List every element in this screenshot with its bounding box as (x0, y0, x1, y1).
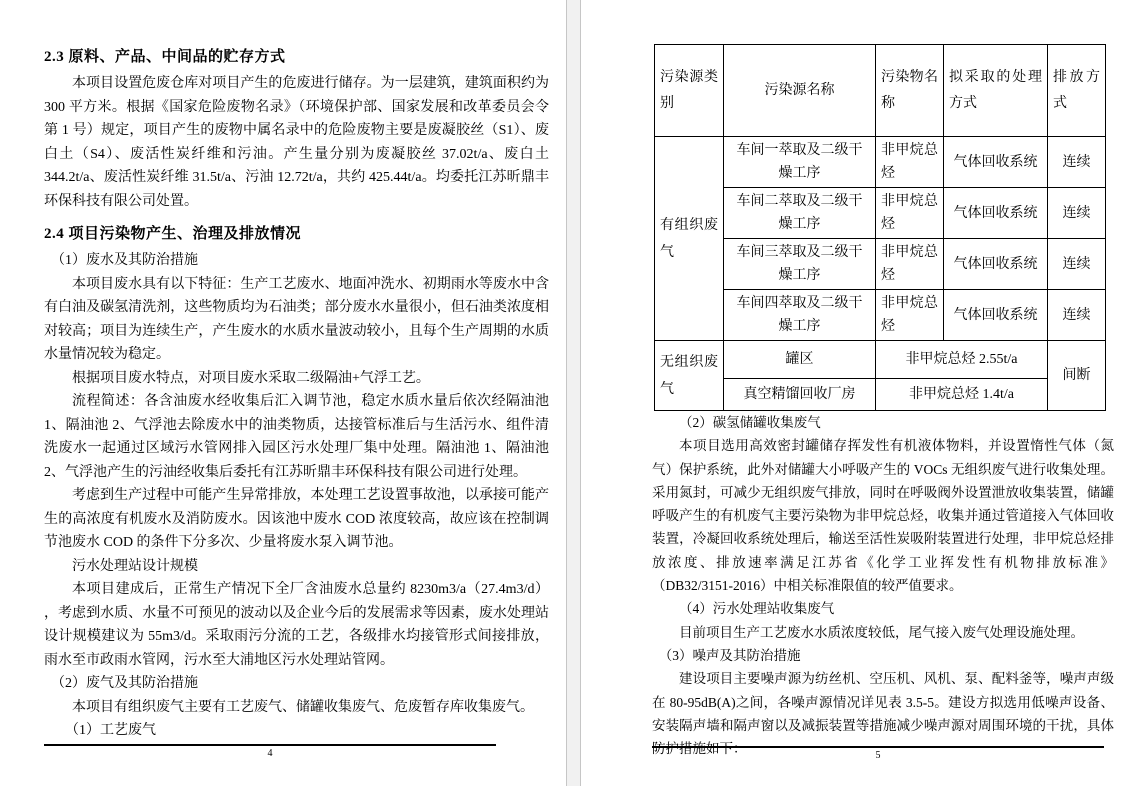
item-noise-measures: （3）噪声及其防治措施 (658, 647, 801, 663)
cell-source: 真空精馏回收厂房 (724, 379, 876, 411)
header-treatment-method: 拟采取的处理方式 (944, 45, 1048, 137)
cell-mode: 连续 (1048, 137, 1106, 188)
cell-source: 车间四萃取及二级干燥工序 (724, 290, 876, 341)
table-row (655, 341, 1106, 379)
cell-treatment: 气体回收系统 (944, 188, 1048, 239)
cell-organized-category: 有组织废气 (655, 137, 724, 341)
item-tank-gas: （2）碳氢储罐收集废气 (679, 415, 821, 430)
paragraph-sewage-station-gas: 目前项目生产工艺废水水质浓度较低，尾气接入废气处理设施处理。 (679, 624, 1084, 640)
line-station-scale-title: 污水处理站设计规模 (72, 558, 198, 574)
paragraph-organized-waste-gas: 本项目有组织废气主要有工艺废气、储罐收集废气、危废暂存库收集废气。 (72, 699, 534, 715)
page-number-right: 5 (875, 750, 881, 761)
cell-mode: 连续 (1048, 239, 1106, 290)
page-5 (581, 0, 1127, 786)
cell-unorganized-category: 无组织废气 (655, 341, 724, 411)
item-sewage-station-gas: （4）污水处理站收集废气 (679, 601, 835, 617)
cell-treatment: 气体回收系统 (944, 290, 1048, 341)
pollution-sources-table (654, 44, 1106, 411)
cell-pollutant-amount: 非甲烷总烃 2.55t/a (876, 341, 1048, 379)
header-source-name: 污染源名称 (724, 45, 876, 137)
cell-source: 车间一萃取及二级干燥工序 (724, 137, 876, 188)
paragraph-flow-description: 流程简述：各含油废水经收集后汇入调节池，稳定水质水量后依次经隔油池 1、隔油池 2、气浮池去除废水中的油类物质，达接管标准后与生活污水、组件清洗废水一起通过区域污水管网排入园区污水处理厂集中处理。隔油池 1、隔油池 2、气浮池产生的污油经收集后委托有江苏昕鼎丰环保科技有限公司进行处理。 (44, 394, 549, 480)
page-5-content (652, 44, 1114, 760)
header-emission-mode: 排放方式 (1048, 45, 1106, 137)
page-number-left: 4 (267, 748, 273, 759)
item-process-gas: （1）工艺废气 (65, 723, 156, 738)
cell-pollutant-amount: 非甲烷总烃 1.4t/a (876, 379, 1048, 411)
cell-source: 罐区 (724, 341, 876, 379)
cell-treatment: 气体回收系统 (944, 239, 1048, 290)
header-source-category: 污染源类别 (655, 45, 724, 137)
cell-pollutant: 非甲烷总烃 (876, 290, 944, 341)
cell-pollutant: 非甲烷总烃 (876, 239, 944, 290)
cell-pollutant: 非甲烷总烃 (876, 137, 944, 188)
item-waste-gas-measures: （2）废气及其防治措施 (51, 676, 198, 691)
header-pollutant-name: 污染物名称 (876, 45, 944, 137)
cell-source: 车间二萃取及二级干燥工序 (724, 188, 876, 239)
table-header-row (655, 45, 1106, 137)
section-heading-2-3: 2.3 原料、产品、中间品的贮存方式 (44, 49, 286, 65)
cell-source: 车间三萃取及二级干燥工序 (724, 239, 876, 290)
paragraph-accident-pool: 考虑到生产过程中可能产生异常排放，本处理工艺设置事故池，以承接可能产生的高浓度有机废水及消防废水。因该池中废水 COD 浓度较高，故应该在控制调节池废水 COD 的条件下分多次、少量将废水泵入调节池。 (44, 488, 549, 550)
item-wastewater-measures: （1）废水及其防治措施 (51, 253, 198, 268)
paragraph-wastewater-process: 根据项目废水特点，对项目废水采取二级隔油+气浮工艺。 (72, 370, 430, 386)
page-4-footer (44, 744, 496, 761)
cell-mode-intermittent: 间断 (1048, 341, 1106, 411)
section-heading-2-4: 2.4 项目污染物产生、治理及排放情况 (44, 226, 302, 242)
page-4-content (44, 46, 549, 743)
table-row (655, 137, 1106, 188)
paragraph-noise: 建设项目主要噪声源为纺丝机、空压机、风机、泵、配料釜等，噪声声级在 80-95dB(A)之间，各噪声源情况详见表 3.5-5。建设方拟选用低噪声设备、安装隔声墙和隔声窗以及减振装置等措施减少噪声源对周围环境的干扰，具体防护措施如下： (652, 671, 1114, 757)
paragraph-station-scale: 本项目建成后，正常生产情况下全厂含油废水总量约 8230m3/a（27.4m3/d） ，考虑到水质、水量不可预见的波动以及企业今后的发展需求等因素，废水处理站设计规模建议为 55m3/d。采取雨污分流的工艺，各级排水均接管形式间接排放，雨水至市政雨水管网，污水至大浦地区污水处理站管网。 (44, 582, 549, 668)
cell-mode: 连续 (1048, 290, 1106, 341)
page-gap-separator (566, 0, 581, 786)
paragraph-wastewater-features: 本项目废水具有以下特征：生产工艺废水、地面冲洗水、初期雨水等废水中含有白油及碳氢清洗剂，这些物质均为石油类；部分废水水量很小，但石油类浓度相对较高；项目为连续生产，产生废水的水质水量波动较小，且每个生产周期的水质水量情况较为稳定。 (44, 276, 549, 362)
cell-mode: 连续 (1048, 188, 1106, 239)
paragraph-tank-gas: 本项目选用高效密封罐储存挥发性有机液体物料，并设置惰性气体（氮气）保护系统，此外对储罐大小呼吸产生的 VOCs 无组织废气进行收集处理。采用氮封，可减少无组织废气排放，同时在呼吸阀外设置泄放收集装置，储罐呼吸产生的有机废气主要污染物为非甲烷总烃，收集并通过管道接入气体回收装置，冷凝回收系统处理后，输送至活性炭吸附装置进行处理，非甲烷总烃排放浓度、排放速率满足江苏省《化学工业挥发性有机物排放标准》（DB32/3151-2016）中相关标准限值的较严值要求。 (652, 438, 1114, 594)
cell-treatment: 气体回收系统 (944, 137, 1048, 188)
cell-pollutant: 非甲烷总烃 (876, 188, 944, 239)
page-5-footer (652, 746, 1104, 763)
paragraph-hazardous-waste-storage: 本项目设置危废仓库对项目产生的危废进行储存。为一层建筑，建筑面积约为 300 平方米。根据《国家危险废物名录》（环境保护部、国家发展和改革委员会令第 1 号）规定，项目产生的废物中属名录中的危险废物主要是废凝胶丝（S1）、废白土（S4）、废活性炭纤维和污油。产生量分别为废凝胶丝 37.02t/a、废白土 344.2t/a、废活性炭纤维 31.5t/a、污油 12.72t/a，共约 425.44t/a。均委托江苏昕鼎丰环保科技有限公司处置。 (44, 76, 549, 209)
